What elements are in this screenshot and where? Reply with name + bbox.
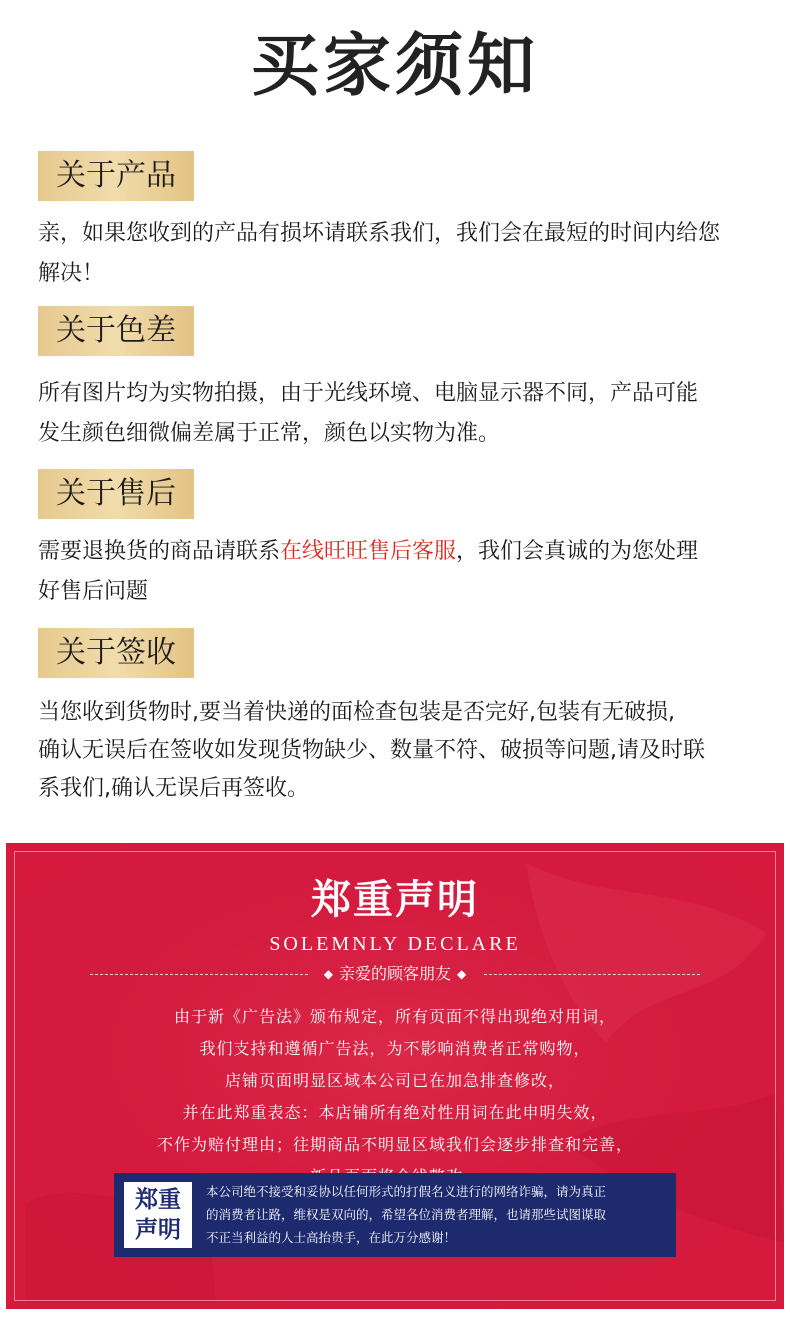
section-text-aftersales — [38, 532, 762, 612]
declaration-body — [6, 1001, 784, 1193]
text-line: 好售后问题 — [38, 579, 149, 604]
declaration-title: 郑重声明 — [311, 877, 479, 923]
notice-text — [206, 1180, 668, 1249]
notice-line: 的消费者让路，维权是双向的，希望各位消费者理解，也请那些试图谋取 — [206, 1207, 607, 1222]
text-line: 发生颜色细微偏差属于正常，颜色以实物为准。 — [38, 421, 501, 446]
declaration-line: 并在此郑重表态：本店铺所有绝对性用词在此申明失效， — [182, 1103, 608, 1122]
text-line: 亲，如果您收到的产品有损坏请联系我们，我们会在最短的时间内给您 — [38, 221, 721, 246]
greeting-text: 亲爱的顾客朋友 — [338, 964, 451, 983]
notice-badge — [124, 1182, 192, 1248]
text-line: 解决！ — [38, 261, 105, 286]
text-segment: ，我们会真诚的为您处理 — [456, 539, 699, 564]
text-segment: 需要退换货的商品请联系 — [38, 539, 281, 564]
notice-box — [114, 1173, 676, 1257]
declaration-line: 店铺页面明显区域本公司已在加急排查修改， — [224, 1071, 565, 1090]
declaration-line: 由于新《广告法》颁布规定，所有页面不得出现绝对用词， — [173, 1007, 616, 1026]
section-tag-product: 关于产品 — [38, 151, 194, 201]
page-title: 买家须知 — [250, 27, 539, 106]
declaration-panel — [6, 843, 784, 1309]
text-line: 确认无误后在签收如发现货物缺少、数量不符、破损等问题,请及时联 — [38, 738, 705, 763]
notice-line: 本公司绝不接受和妥协以任何形式的打假名义进行的网络诈骗，请为真正 — [206, 1184, 607, 1199]
section-text-product — [38, 214, 762, 294]
section-tag-color: 关于色差 — [38, 306, 194, 356]
greeting — [6, 961, 784, 987]
badge-line: 声明 — [135, 1217, 181, 1243]
badge-line: 郑重 — [135, 1187, 181, 1213]
text-line — [38, 532, 762, 572]
customer-service-link[interactable]: 在线旺旺售后客服 — [280, 539, 457, 564]
declaration-line: 我们支持和遵循广告法，为不影响消费者正常购物， — [199, 1039, 591, 1058]
section-text-signing — [38, 694, 762, 808]
section-tag-signing: 关于签收 — [38, 628, 194, 678]
text-line: 系我们,确认无误后再签收。 — [38, 776, 309, 801]
notice-line: 不正当利益的人士高抬贵手，在此万分感谢！ — [206, 1230, 457, 1245]
diamond-icon: ◆ — [457, 967, 467, 981]
declaration-line: 不作为赔付理由；往期商品不明显区域我们会逐步排查和完善， — [156, 1135, 633, 1154]
section-tag-aftersales: 关于售后 — [38, 469, 194, 519]
section-text-color — [38, 374, 762, 454]
text-line: 当您收到货物时,要当着快递的面检查包装是否完好,包装有无破损, — [38, 700, 675, 725]
text-line: 所有图片均为实物拍摄，由于光线环境、电脑显示器不同，产品可能 — [38, 381, 699, 406]
diamond-icon: ◆ — [323, 967, 333, 981]
declaration-subtitle: SOLEMNLY DECLARE — [269, 933, 521, 955]
